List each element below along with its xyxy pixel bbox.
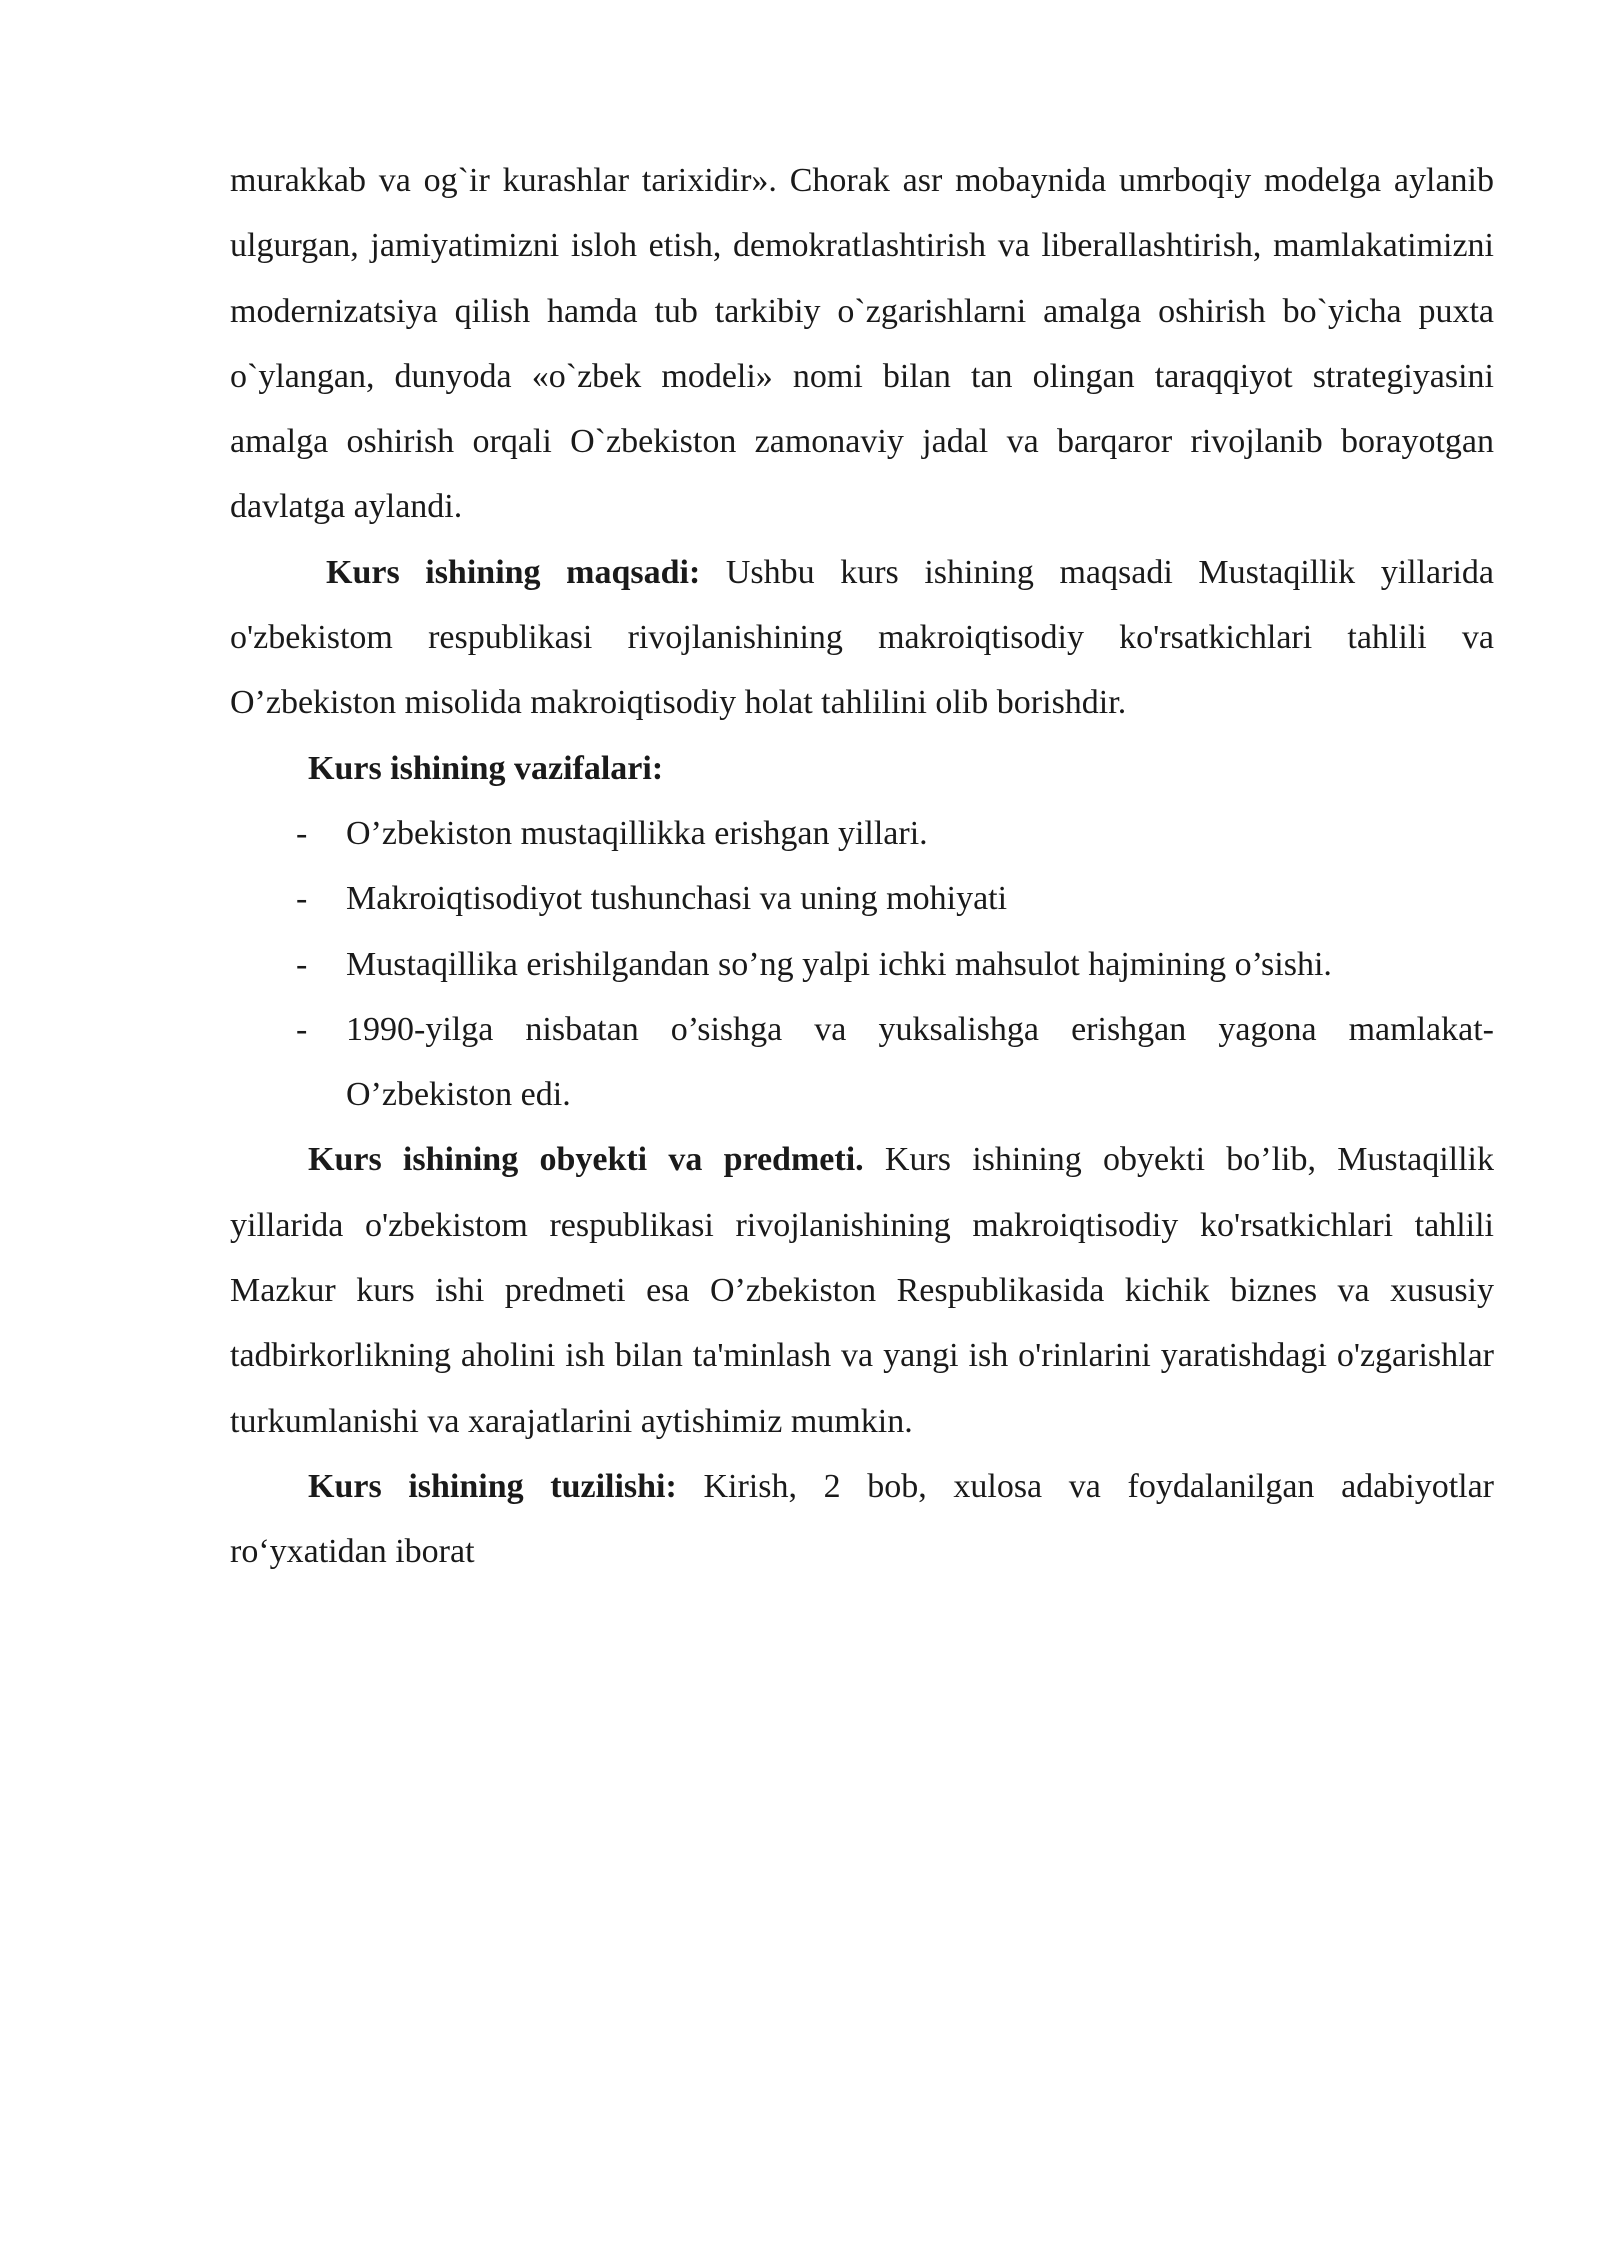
list-dash: - [296,814,308,852]
list-item-text: Makroiqtisodiyot tushunchasi va uning mohiyati [346,880,1008,918]
list-item [230,932,1494,997]
tuzilish-paragraph [230,1454,1494,1585]
maqsad-text: Ushbu kurs ishining maqsadi Mustaqillik yillarida o'zbekistom respublikasi rivojlanishining makroiqtisodiy ko'rsatkichlari tahlili va O’zbekiston misolida makroiqtisodiy holat tahlilini olib borishdir. [230,553,1494,722]
list-item-text: 1990-yilga nisbatan o’sishga va yuksalishga erishgan yagona mamlakat- O’zbekiston edi. [346,1010,1494,1114]
intro-text: murakkab va og`ir kurashlar tarixidir». Chorak asr mobaynida umrboqiy modelga aylanib ulgurgan, jamiyatimizni isloh etish, demokratlashtirish va liberallashtirish, mamlakatimizni modernizatsiya qilish hamda tub tarkibiy o`zgarishlarni amalga oshirish bo`yicha puxta o`ylangan, dunyoda «o`zbek modeli» nomi bilan tan olingan taraqqiyot strategiyasini amalga oshirish orqali O`zbekiston zamonaviy jadal va barqaror rivojlanib borayotgan davlatga aylandi. [230,162,1494,526]
list-item [230,801,1494,866]
maqsad-paragraph [230,540,1494,736]
list-item-text: Mustaqillika erishilgandan so’ng yalpi ichki mahsulot hajmining o’sishi. [346,945,1332,983]
list-dash: - [296,945,308,983]
document-page [230,148,1494,1585]
maqsad-heading: Kurs ishining maqsadi: [326,553,701,591]
vazifa-list [230,801,1494,1127]
tuzilish-text: Kirish, 2 bob, xulosa va foydalanilgan adabiyotlar ro‘yxatidan iborat [230,1467,1495,1571]
list-item [230,997,1494,1128]
vazifa-heading: Kurs ishining vazifalari: [308,749,664,787]
obyekt-text: Kurs ishining obyekti bo’lib, Mustaqillik yillarida o'zbekistom respublikasi rivojlanishining makroiqtisodiy ko'rsatkichlari tahlili Mazkur kurs ishi predmeti esa O’zbekiston Respublikasida kichik biznes va xususiy tadbirkorlikning aholini ish bilan ta'minlash va yangi ish o'rinlarini yaratishdagi o'zgarishlar turkumlanishi va xarajatlarini aytishimiz mumkin. [230,1141,1494,1440]
vazifa-paragraph [230,736,1494,801]
list-dash: - [296,880,308,918]
list-dash: - [296,1010,308,1048]
tuzilish-heading: Kurs ishining tuzilishi: [308,1467,677,1505]
intro-paragraph [230,148,1494,540]
list-item-text: O’zbekiston mustaqillikka erishgan yillari. [346,814,928,852]
obyekt-paragraph [230,1127,1494,1453]
obyekt-heading: Kurs ishining obyekti va predmeti. [308,1141,864,1179]
list-item [230,866,1494,931]
